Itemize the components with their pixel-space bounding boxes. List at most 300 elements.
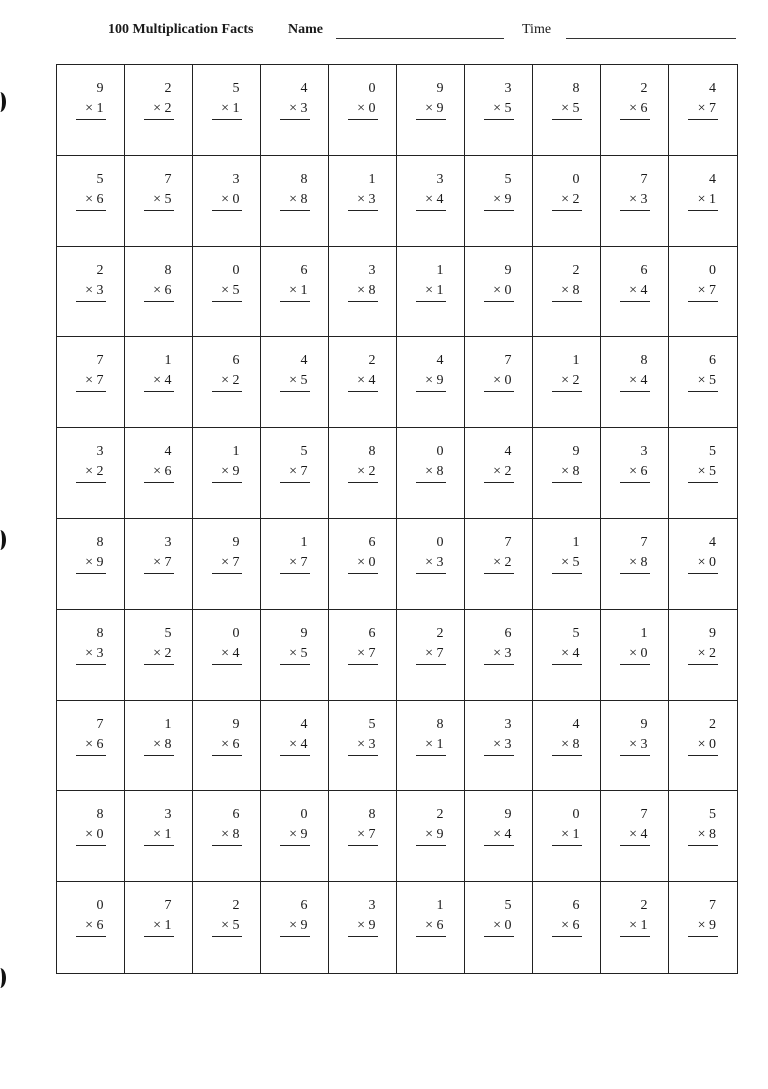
problem-cell[interactable] (465, 156, 533, 247)
multiplication-problem (76, 624, 106, 665)
multiplication-problem (76, 715, 106, 756)
multiplicand: 0 (96, 898, 104, 914)
multiplier: × 3 (76, 644, 106, 665)
multiplicand: 4 (300, 81, 308, 96)
problem-cell[interactable] (669, 65, 737, 156)
problem-cell[interactable] (601, 337, 669, 428)
multiplier: × 9 (688, 916, 718, 937)
multiplier: × 7 (76, 371, 106, 392)
multiplication-problem (416, 805, 446, 846)
multiplication-problem (348, 442, 378, 483)
problem-cell[interactable] (329, 610, 397, 701)
problem-cell[interactable] (669, 882, 737, 973)
multiplication-problem (484, 805, 514, 846)
multiplier: × 7 (280, 462, 310, 483)
multiplier: × 5 (688, 462, 718, 483)
multiplication-problem (348, 170, 378, 211)
problem-cell[interactable] (193, 247, 261, 338)
problem-cell[interactable] (57, 610, 125, 701)
multiplier: × 5 (280, 644, 310, 665)
worksheet-header (108, 20, 738, 44)
multiplication-problem (688, 351, 718, 392)
multiplicand: 8 (300, 171, 308, 187)
multiplication-problem (552, 351, 582, 392)
multiplicand: 4 (709, 171, 716, 187)
multiplication-problem (416, 442, 446, 483)
problem-cell[interactable] (601, 701, 669, 792)
multiplicand: 5 (368, 716, 376, 732)
problem-cell[interactable] (261, 337, 329, 428)
multiplication-problem (416, 79, 446, 120)
problem-cell[interactable] (57, 519, 125, 610)
multiplication-problem (280, 624, 310, 665)
problem-cell[interactable] (465, 791, 533, 882)
problem-cell[interactable] (465, 519, 533, 610)
multiplier: × 3 (620, 190, 650, 211)
multiplier: × 6 (144, 462, 174, 483)
multiplier: × 0 (348, 99, 378, 120)
multiplier: × 4 (212, 644, 242, 665)
multiplier: × 8 (552, 735, 582, 756)
multiplicand: 6 (232, 353, 240, 369)
multiplicand: 1 (368, 171, 376, 187)
problem-cell[interactable] (397, 701, 465, 792)
multiplication-problem (484, 896, 514, 937)
multiplication-problem (688, 805, 718, 846)
problem-cell[interactable] (57, 882, 125, 973)
multiplier: × 3 (348, 190, 378, 211)
multiplicand: 8 (96, 535, 104, 550)
problem-cell[interactable] (397, 610, 465, 701)
problem-cell[interactable] (193, 610, 261, 701)
multiplication-problem (280, 79, 310, 120)
multiplication-problem (144, 170, 174, 211)
multiplicand: 1 (436, 898, 444, 914)
multiplication-problem (348, 624, 378, 665)
problem-cell[interactable] (193, 882, 261, 973)
problem-cell[interactable] (57, 156, 125, 247)
multiplication-problem (348, 715, 378, 756)
problem-cell[interactable] (397, 791, 465, 882)
problem-cell[interactable] (261, 701, 329, 792)
problem-cell[interactable] (669, 791, 737, 882)
problem-cell[interactable] (329, 337, 397, 428)
problem-cell[interactable] (125, 337, 193, 428)
multiplication-problem (348, 533, 378, 574)
problem-cell[interactable] (601, 428, 669, 519)
worksheet-title: 100 Multiplication Facts (108, 22, 254, 37)
multiplication-problem (484, 715, 514, 756)
problem-cell[interactable] (669, 701, 737, 792)
problem-cell[interactable] (261, 610, 329, 701)
problem-cell[interactable] (397, 247, 465, 338)
multiplication-problem (212, 896, 242, 937)
problem-cell[interactable] (533, 882, 601, 973)
problem-cell[interactable] (601, 610, 669, 701)
multiplicand: 8 (96, 807, 104, 823)
multiplier: × 4 (280, 735, 310, 756)
multiplier: × 7 (416, 644, 446, 665)
multiplicand: 3 (164, 807, 172, 823)
multiplicand: 3 (640, 444, 648, 460)
multiplicand: 1 (640, 625, 648, 641)
multiplier: × 5 (144, 190, 174, 211)
problem-cell[interactable] (57, 65, 125, 156)
problem-cell[interactable] (125, 519, 193, 610)
problem-cell[interactable] (465, 701, 533, 792)
multiplicand: 5 (504, 171, 512, 187)
problem-cell[interactable] (669, 156, 737, 247)
multiplication-problem (552, 533, 582, 574)
multiplication-problem (280, 805, 310, 846)
multiplication-problem (144, 261, 174, 302)
multiplicand: 7 (640, 807, 648, 823)
multiplier: × 1 (416, 281, 446, 302)
multiplier: × 1 (620, 916, 650, 937)
multiplication-problem (688, 79, 718, 120)
multiplication-problem (552, 442, 582, 483)
multiplication-problem (280, 261, 310, 302)
problem-cell[interactable] (193, 428, 261, 519)
multiplicand: 4 (709, 81, 716, 96)
multiplier: × 2 (76, 462, 106, 483)
problem-cell[interactable] (125, 65, 193, 156)
problem-cell[interactable] (125, 156, 193, 247)
multiplication-problem (416, 624, 446, 665)
multiplier: × 2 (688, 644, 718, 665)
problem-cell[interactable] (601, 65, 669, 156)
problem-cell[interactable] (57, 247, 125, 338)
multiplication-problem (76, 79, 106, 120)
multiplicand: 4 (436, 353, 444, 369)
problem-cell[interactable] (261, 882, 329, 973)
multiplier: × 9 (416, 99, 446, 120)
problem-cell[interactable] (329, 247, 397, 338)
multiplication-problem (76, 261, 106, 302)
multiplier: × 8 (416, 462, 446, 483)
multiplicand: 8 (368, 807, 376, 823)
multiplier: × 5 (484, 99, 514, 120)
multiplication-problem (484, 261, 514, 302)
multiplicand: 7 (640, 171, 648, 187)
multiplier: × 7 (688, 99, 718, 120)
multiplication-problem (144, 896, 174, 937)
multiplicand: 2 (232, 898, 240, 914)
problem-cell[interactable] (533, 701, 601, 792)
multiplication-problem (484, 79, 514, 120)
multiplicand: 5 (709, 444, 716, 460)
problem-cell[interactable] (533, 156, 601, 247)
multiplicand: 7 (504, 535, 512, 550)
problem-cell[interactable] (397, 156, 465, 247)
problem-cell[interactable] (533, 428, 601, 519)
problem-cell[interactable] (601, 882, 669, 973)
problem-cell[interactable] (261, 791, 329, 882)
problem-cell[interactable] (601, 156, 669, 247)
multiplicand: 1 (232, 444, 240, 460)
problem-cell[interactable] (261, 156, 329, 247)
problem-cell[interactable] (397, 65, 465, 156)
multiplier: × 8 (552, 462, 582, 483)
multiplication-problem (212, 533, 242, 574)
multiplier: × 2 (484, 553, 514, 574)
problem-cell[interactable] (465, 337, 533, 428)
multiplication-problem (348, 261, 378, 302)
multiplication-problem (212, 624, 242, 665)
multiplicand: 5 (96, 171, 104, 187)
multiplier: × 8 (212, 825, 242, 846)
multiplicand: 8 (96, 625, 104, 641)
multiplier: × 8 (348, 281, 378, 302)
multiplicand: 6 (504, 625, 512, 641)
multiplication-problem (348, 351, 378, 392)
multiplicand: 4 (572, 716, 580, 732)
multiplier: × 5 (212, 281, 242, 302)
problem-cell[interactable] (193, 156, 261, 247)
multiplier: × 8 (280, 190, 310, 211)
multiplicand: 0 (572, 171, 580, 187)
problem-cell[interactable] (261, 65, 329, 156)
problem-cell[interactable] (669, 428, 737, 519)
multiplication-problem (552, 805, 582, 846)
multiplicand: 2 (640, 898, 648, 914)
multiplier: × 1 (552, 825, 582, 846)
multiplier: × 1 (76, 99, 106, 120)
problem-cell[interactable] (57, 701, 125, 792)
multiplier: × 7 (212, 553, 242, 574)
problem-cell[interactable] (669, 519, 737, 610)
multiplier: × 2 (144, 99, 174, 120)
multiplicand: 0 (368, 81, 376, 96)
problem-cell[interactable] (397, 337, 465, 428)
problem-cell[interactable] (193, 791, 261, 882)
multiplicand: 0 (709, 262, 716, 278)
problem-cell[interactable] (193, 65, 261, 156)
multiplication-problem (620, 79, 650, 120)
multiplication-problem (552, 624, 582, 665)
problem-cell[interactable] (533, 65, 601, 156)
multiplication-problem (620, 533, 650, 574)
multiplier: × 7 (280, 553, 310, 574)
multiplicand: 5 (232, 81, 240, 96)
multiplicand: 3 (436, 171, 444, 187)
multiplicand: 7 (164, 898, 172, 914)
multiplication-problem (212, 351, 242, 392)
multiplication-problem (280, 351, 310, 392)
multiplier: × 6 (552, 916, 582, 937)
multiplier: × 6 (144, 281, 174, 302)
multiplier: × 6 (416, 916, 446, 937)
problem-cell[interactable] (533, 610, 601, 701)
multiplicand: 6 (232, 807, 240, 823)
multiplier: × 2 (552, 190, 582, 211)
multiplicand: 6 (368, 625, 376, 641)
problem-cell[interactable] (669, 247, 737, 338)
multiplication-problem (688, 533, 718, 574)
problem-cell[interactable] (125, 701, 193, 792)
problem-cell[interactable] (125, 247, 193, 338)
multiplier: × 5 (552, 553, 582, 574)
problem-cell[interactable] (57, 791, 125, 882)
multiplier: × 4 (620, 371, 650, 392)
problem-cell[interactable] (261, 428, 329, 519)
multiplicand: 7 (96, 353, 104, 369)
multiplier: × 6 (212, 735, 242, 756)
multiplicand: 9 (300, 625, 308, 641)
problem-cell[interactable] (601, 519, 669, 610)
multiplier: × 4 (348, 371, 378, 392)
multiplier: × 8 (688, 825, 718, 846)
multiplicand: 1 (436, 262, 444, 278)
problem-cell[interactable] (193, 519, 261, 610)
problem-cell[interactable] (465, 428, 533, 519)
multiplication-problem (620, 442, 650, 483)
multiplicand: 3 (164, 535, 172, 550)
multiplier: × 7 (348, 644, 378, 665)
multiplier: × 0 (484, 371, 514, 392)
multiplicand: 1 (572, 535, 580, 550)
multiplication-problem (416, 533, 446, 574)
multiplicand: 4 (300, 716, 308, 732)
problem-cell[interactable] (193, 701, 261, 792)
multiplication-problem (484, 170, 514, 211)
multiplicand: 0 (232, 625, 240, 641)
multiplier: × 9 (416, 371, 446, 392)
binder-hole-middle (0, 530, 6, 550)
multiplicand: 8 (436, 716, 444, 732)
multiplicand: 1 (164, 353, 172, 369)
multiplicand: 8 (368, 444, 376, 460)
multiplicand: 5 (164, 625, 172, 641)
multiplicand: 0 (232, 262, 240, 278)
multiplicand: 3 (504, 81, 512, 96)
problem-cell[interactable] (533, 247, 601, 338)
multiplication-problem (484, 351, 514, 392)
multiplication-problem (212, 805, 242, 846)
multiplication-problem (416, 170, 446, 211)
problem-cell[interactable] (601, 791, 669, 882)
name-label: Name (288, 22, 323, 37)
multiplier: × 9 (212, 462, 242, 483)
multiplicand: 9 (436, 81, 444, 96)
problem-cell[interactable] (465, 882, 533, 973)
multiplication-problem (620, 805, 650, 846)
multiplication-problem (620, 351, 650, 392)
problem-cell[interactable] (465, 247, 533, 338)
multiplicand: 2 (96, 262, 104, 278)
multiplication-problem (348, 896, 378, 937)
multiplier: × 8 (620, 553, 650, 574)
problem-cell[interactable] (465, 610, 533, 701)
multiplicand: 9 (572, 444, 580, 460)
multiplier: × 6 (620, 99, 650, 120)
problem-cell[interactable] (329, 519, 397, 610)
multiplier: × 0 (688, 553, 718, 574)
multiplier: × 1 (280, 281, 310, 302)
multiplication-problem (688, 442, 718, 483)
multiplicand: 4 (300, 353, 308, 369)
multiplicand: 6 (640, 262, 648, 278)
problem-cell[interactable] (125, 428, 193, 519)
problem-cell[interactable] (329, 428, 397, 519)
multiplicand: 6 (368, 535, 376, 550)
problem-cell[interactable] (465, 65, 533, 156)
problem-cell[interactable] (261, 519, 329, 610)
multiplicand: 3 (96, 444, 104, 460)
multiplication-problem (76, 533, 106, 574)
multiplication-problem (688, 715, 718, 756)
problem-cell[interactable] (57, 428, 125, 519)
multiplication-problem (212, 261, 242, 302)
multiplicand: 9 (709, 625, 716, 641)
problem-cell[interactable] (261, 247, 329, 338)
multiplicand: 3 (368, 898, 376, 914)
multiplier: × 1 (416, 735, 446, 756)
multiplicand: 7 (164, 171, 172, 187)
problem-cell[interactable] (397, 519, 465, 610)
problem-cell[interactable] (669, 337, 737, 428)
multiplicand: 2 (709, 716, 716, 732)
problem-cell[interactable] (125, 610, 193, 701)
problem-cell[interactable] (533, 337, 601, 428)
multiplication-problem (212, 442, 242, 483)
name-field-line[interactable] (336, 38, 504, 39)
multiplier: × 5 (212, 916, 242, 937)
time-label: Time (522, 22, 552, 37)
problem-cell[interactable] (329, 156, 397, 247)
multiplication-problem (280, 533, 310, 574)
problem-cell[interactable] (533, 519, 601, 610)
time-field-line[interactable] (566, 38, 736, 39)
multiplicand: 6 (300, 262, 308, 278)
multiplicand: 7 (709, 898, 716, 914)
multiplier: × 0 (348, 553, 378, 574)
multiplicand: 9 (96, 81, 104, 96)
multiplier: × 3 (484, 644, 514, 665)
multiplication-problem (620, 261, 650, 302)
problem-cell[interactable] (57, 337, 125, 428)
multiplier: × 7 (688, 281, 718, 302)
problem-cell[interactable] (329, 65, 397, 156)
multiplication-problem (280, 896, 310, 937)
problem-cell[interactable] (329, 791, 397, 882)
multiplication-problem (144, 351, 174, 392)
problem-cell[interactable] (329, 701, 397, 792)
problem-cell[interactable] (125, 791, 193, 882)
problem-cell[interactable] (125, 882, 193, 973)
problem-cell[interactable] (329, 882, 397, 973)
multiplication-problem (348, 79, 378, 120)
multiplication-problem (688, 170, 718, 211)
multiplication-problem (620, 170, 650, 211)
problem-cell[interactable] (533, 791, 601, 882)
multiplicand: 6 (709, 353, 716, 369)
multiplier: × 3 (484, 735, 514, 756)
problem-cell[interactable] (669, 610, 737, 701)
multiplicand: 9 (232, 535, 240, 550)
multiplicand: 6 (572, 898, 580, 914)
multiplicand: 9 (504, 807, 512, 823)
multiplier: × 6 (76, 916, 106, 937)
problem-cell[interactable] (193, 337, 261, 428)
multiplicand: 9 (640, 716, 648, 732)
multiplication-problem (76, 442, 106, 483)
problem-cell[interactable] (397, 882, 465, 973)
problem-cell[interactable] (601, 247, 669, 338)
multiplier: × 5 (688, 371, 718, 392)
multiplier: × 5 (552, 99, 582, 120)
problem-cell[interactable] (397, 428, 465, 519)
